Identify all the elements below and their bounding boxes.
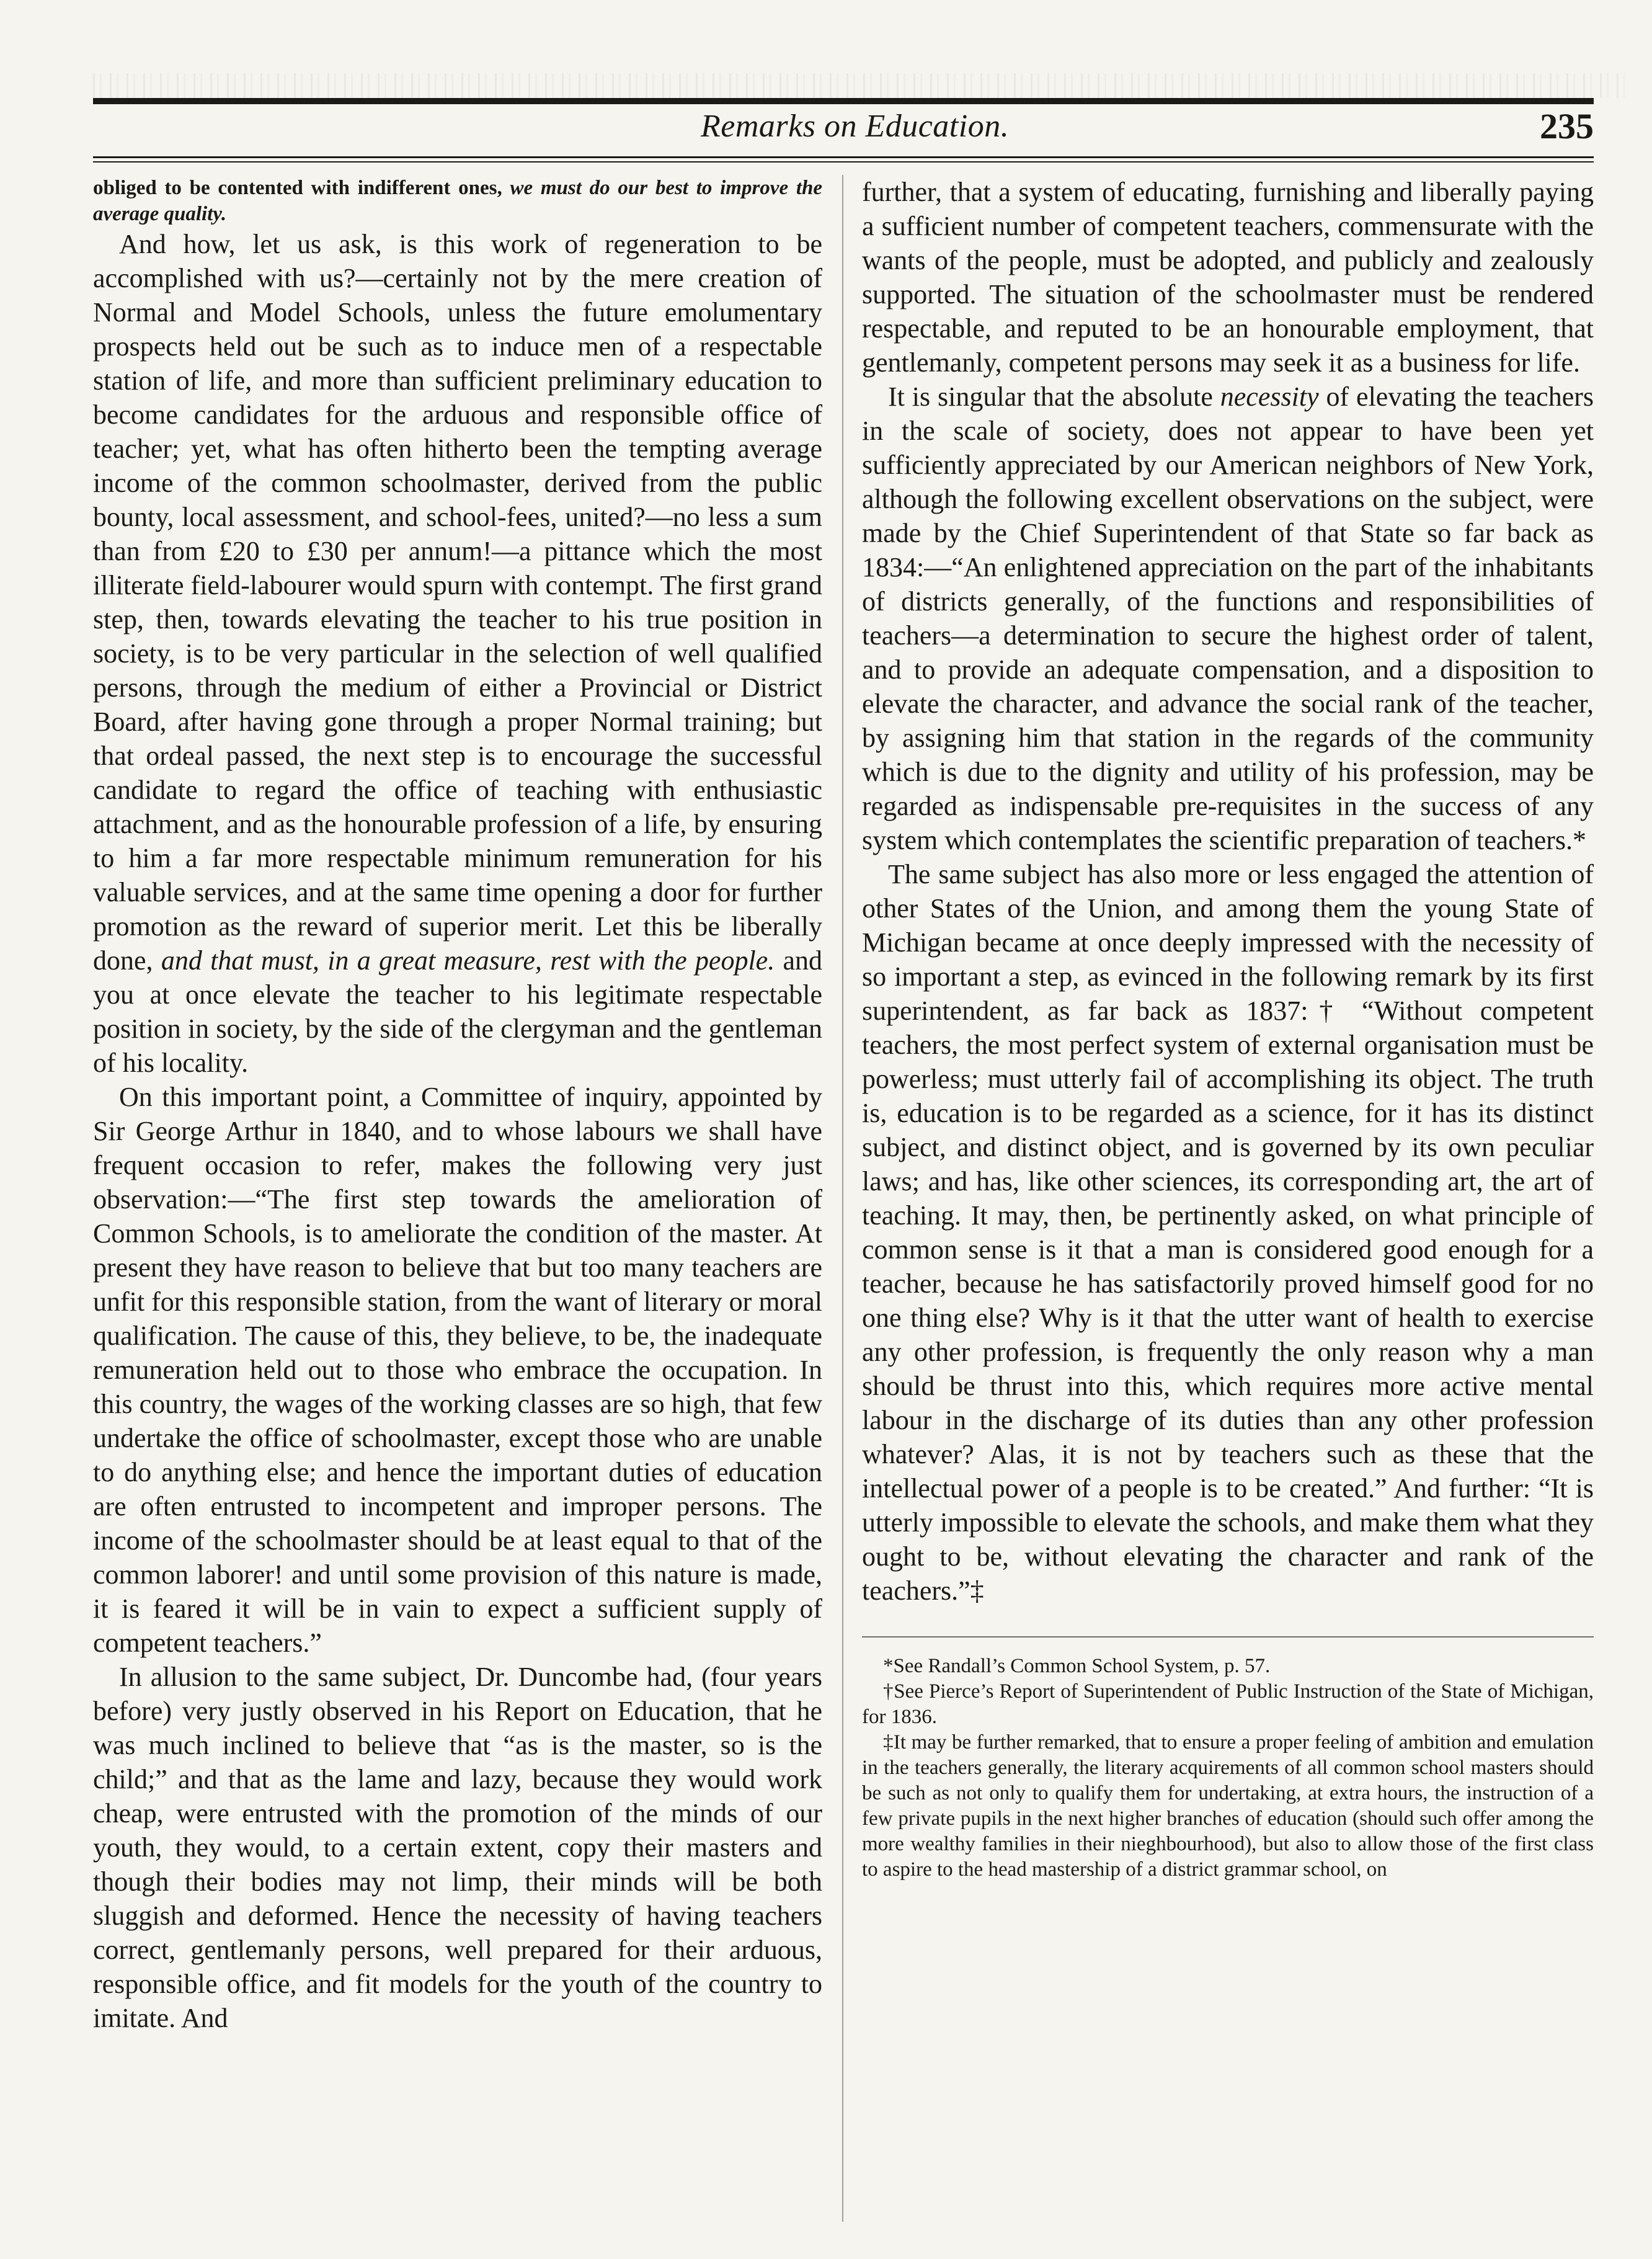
- footnote-1: *See Randall’s Common School System, p. 57.: [883, 1655, 1271, 1677]
- footnote-3: ‡It may be further remarked, that to ensure a proper feeling of ambition and emulation in the teachers generally, the literary acquirements of all common school masters should be such as not only to qualify them for undertaking, at extra hours, the instruction of a few private pupils in the next higher branches of education (should such offer among the more wealthy families in their nieghbourhood), but also to allow those of the first class to aspire to the head mastership of a district grammar school, on: [862, 1731, 1594, 1881]
- left-p0-text: obliged to be contented with indifferent ones,: [93, 177, 502, 199]
- right-p1-italic: necessity: [1220, 381, 1319, 412]
- running-title: Remarks on Education.: [701, 109, 1010, 144]
- right-paragraph-0: further, that a system of educating, furnishing and liberally paying a sufficient number of competent teachers, commensurate with the wants of the people, must be adopted, and publicly and zealously supported. The situation of the schoolmaster must be rendered respectable, and reputed to be an honourable employment, that gentlemanly, competent persons may seek it as a business for life.: [862, 177, 1594, 378]
- column-divider: [842, 175, 843, 2222]
- left-p1-text: And how, let us ask, is this work of regeneration to be accomplished with us?—certainly not by the mere creation of Normal and Model Schools, unless the future emolumentary prospects held out be such as to induce men of a respectable station of life, and more than sufficient preliminary education to become candidates for the arduous and responsible office of teacher; yet, what has often hitherto been the tempting average income of the common schoolmaster, derived from the public bounty, local assessment, and school-fees, united?—no less a sum than from £20 to £30 per annum!—a pittance which the most illiterate field-labourer would spurn with contempt. The first grand step, then, towards elevating the teacher to his true position in society, is to be very particular in the selection of well qualified persons, through the medium of either a Provincial or District Board, after having gone through a proper Normal training; but that ordeal passed, the next step is to encourage the successful candidate to regard the office of teaching with enthusiastic attachment, and as the honourable profession of a life, by ensuring to him a far more respectable minimum remuneration for his valuable services, and at the same time opening a door for further promotion as the reward of superior merit. Let this be liberally done,: [93, 229, 822, 976]
- right-column: [862, 175, 1594, 1883]
- right-paragraph-2: The same subject has also more or less engaged the attention of other States of the Union, and among them the young State of Michigan became at once deeply impressed with the necessity of so important a step, as evinced in the following remark by its first superintendent, as far back as 1837:† “Without competent teachers, the most perfect system of external organisation must be powerless; must utterly fail of accomplishing its object. The truth is, education is to be regarded as a science, for it has its distinct subject, and distinct object, and is governed by its own peculiar laws; and has, like other sciences, its corresponding art, the art of teaching. It may, then, be pertinently asked, on what principle of common sense is it that a man is considered good enough for a teacher, because he has satisfactorily proved himself good for no one thing else? Why is it that the utter want of health to exercise any other profession, is frequently the only reason why a man should be thrust into this, which requires more active mental labour in the discharge of its duties than any other profession whatever? Alas, it is not by teachers such as these that the intellectual power of a people is to be created.” And further: “It is utterly impossible to elevate the schools, and make them what they ought to be, without elevating the character and rank of the teachers.”‡: [862, 859, 1594, 1606]
- header-bottom-rule-2: [93, 161, 1594, 163]
- left-paragraph-1: [93, 227, 822, 1080]
- footnotes: [862, 1654, 1594, 1883]
- left-paragraph-3: In allusion to the same subject, Dr. Duncombe had, (four years before) very justly observed in his Report on Education, that he was much inclined to believe that “as is the master, so is the child;” and that as the lame and lazy, because they would work cheap, were entrusted with the promotion of the minds of our youth, they would, to a certain extent, copy their masters and though their bodies may not limp, their minds will be both sluggish and deformed. Hence the necessity of having teachers correct, gentlemanly persons, well prepared for their arduous, responsible office, and fit models for the youth of the country to imitate. And: [93, 1662, 822, 2033]
- footnote-2: †See Pierce’s Report of Superintendent of Public Instruction of the State of Michigan, for 1836.: [862, 1680, 1594, 1728]
- footnote-rule: [862, 1636, 1594, 1637]
- left-p1-italic: and that must, in a great measure, rest with the people.: [161, 945, 775, 976]
- left-paragraph-0: [93, 175, 822, 227]
- page-number: 235: [1540, 106, 1594, 146]
- header-bottom-rule: [93, 156, 1594, 158]
- header-top-rule: [93, 98, 1594, 104]
- right-p1-end: of elevating the teachers in the scale of society, does not appear to have been yet sufficiently appreciated by our American neighbors of New York, although the following excellent observations on the subject, were made by the Chief Superintendent of that State so far back as 1834:—“An enlightened appreciation on the part of the inhabitants of districts generally, of the functions and responsibilities of teachers—a determination to secure the highest order of talent, and to provide an adequate compensation, and a disposition to elevate the character, and advance the social rank of the teacher, by assigning him that station in the regards of the community which is due to the dignity and utility of his profession, may be regarded as indispensable pre-requisites in the success of any system which contemplates the scientific preparation of teachers.*: [862, 381, 1594, 855]
- right-paragraph-1: [862, 380, 1594, 857]
- left-p0-italic: we must do our best to improve the average quality.: [93, 177, 823, 225]
- left-column: [93, 175, 822, 2035]
- left-p1-end: and you at once elevate the teacher to his legitimate respectable position in society, by the side of the clergyman and the gentleman of his locality.: [93, 945, 823, 1078]
- print-artifact: [93, 73, 1625, 98]
- left-paragraph-2: On this important point, a Committee of inquiry, appointed by Sir George Arthur in 1840, and to whose labours we shall have frequent occasion to refer, makes the following very just observation:—“The first step towards the amelioration of Common Schools, is to ameliorate the condition of the master. At present they have reason to believe that but too many teachers are unfit for this responsible station, from the want of literary or moral qualification. The cause of this, they believe, to be, the inadequate remuneration held out to those who embrace the occupation. In this country, the wages of the working classes are so high, that few undertake the office of schoolmaster, except those who are unable to do anything else; and hence the important duties of education are often entrusted to incompetent and improper persons. The income of the schoolmaster should be at least equal to that of the common laborer! and until some provision of this nature is made, it is feared it will be in vain to expect a sufficient supply of competent teachers.”: [93, 1082, 822, 1658]
- right-p1-start: It is singular that the absolute: [888, 381, 1213, 412]
